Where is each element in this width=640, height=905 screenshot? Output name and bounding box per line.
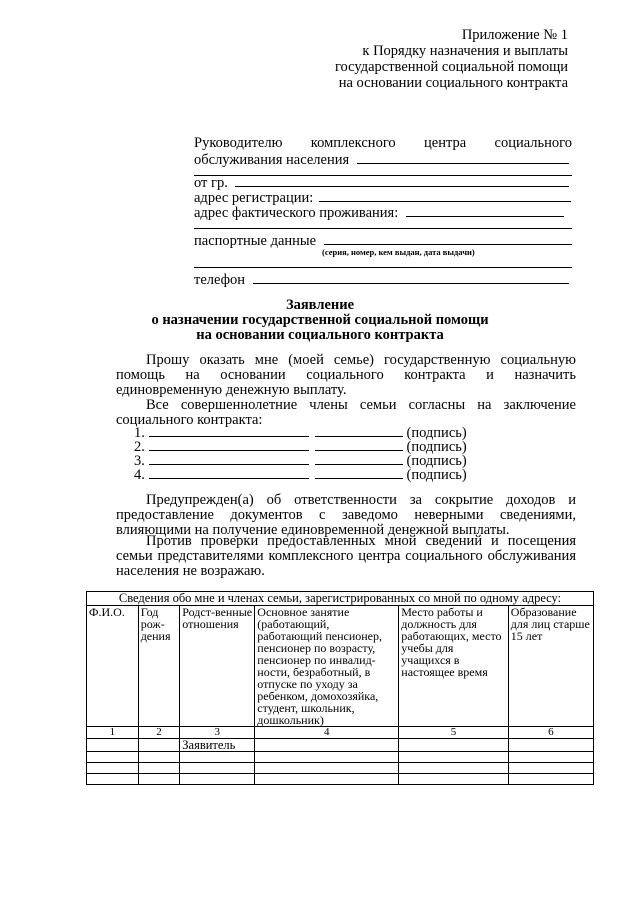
table-cell[interactable] (138, 739, 180, 752)
blank-line[interactable] (194, 228, 572, 229)
table-cell[interactable] (508, 774, 593, 785)
table-row-applicant (87, 739, 594, 752)
addressee-line-1 (194, 136, 572, 151)
table-cell[interactable] (255, 752, 399, 763)
column-number: 4 (255, 727, 399, 739)
signature-number: 2. (134, 439, 145, 455)
table-header-row (87, 606, 594, 727)
actual-address-label: адрес фактического проживания: (194, 205, 399, 221)
request-paragraph (116, 353, 576, 398)
consent-paragraph (116, 398, 576, 428)
title-line-3: на основании социального контракта (196, 327, 444, 343)
signature-number: 1. (134, 425, 145, 441)
signature-label: (подпись) (406, 425, 467, 441)
blank-line[interactable] (194, 267, 572, 268)
addressee-org-label: обслуживания населения (194, 152, 350, 168)
from-label: от гр. (194, 175, 228, 191)
passport-label: паспортные данные (194, 233, 317, 249)
warning-paragraph (116, 493, 576, 538)
family-info-table (86, 591, 594, 785)
inspection-text: Против проверки предоставленных мной сведений и посещения семьи представителями комплексного центра социального обслуживания населения не возражаю. (116, 533, 576, 579)
column-header-education: Образование для лиц старше 15 лет (508, 606, 593, 727)
signature-name-field[interactable] (149, 453, 309, 465)
passport-row (194, 232, 574, 247)
addressee-word-2: комплексного (310, 135, 396, 151)
appendix-line-1: Приложение № 1 (461, 27, 568, 43)
registration-field[interactable] (319, 189, 571, 202)
actual-address-row (194, 204, 574, 219)
from-name-field[interactable] (235, 174, 569, 187)
addressee-word-4: социального (494, 135, 572, 151)
signature-name-field[interactable] (149, 467, 309, 479)
phone-field[interactable] (253, 271, 569, 284)
column-number: 2 (138, 727, 180, 739)
table-cell[interactable] (87, 752, 139, 763)
column-number: 6 (508, 727, 593, 739)
applicant-label: Заявитель (180, 739, 255, 752)
signature-number: 4. (134, 467, 145, 483)
org-name-field[interactable] (357, 151, 569, 164)
signature-field[interactable] (315, 467, 403, 479)
from-row (194, 174, 574, 189)
column-number: 3 (180, 727, 255, 739)
table-row (87, 752, 594, 763)
signature-number: 3. (134, 453, 145, 469)
table-cell[interactable] (508, 752, 593, 763)
signature-field[interactable] (315, 439, 403, 451)
appendix-line-2: к Порядку назначения и выплаты (362, 43, 568, 59)
table-cell[interactable] (399, 739, 509, 752)
signature-row (134, 425, 467, 439)
column-number-row (87, 727, 594, 739)
table-cell[interactable] (508, 763, 593, 774)
table-cell[interactable] (180, 752, 255, 763)
addressee-word-1: Руководителю (194, 135, 283, 151)
table-cell[interactable] (138, 752, 180, 763)
appendix-line-3: государственной социальной помощи (334, 59, 568, 75)
signature-row (134, 439, 467, 453)
actual-address-field[interactable] (406, 204, 564, 217)
table-cell[interactable] (255, 774, 399, 785)
table-caption: Сведения обо мне и членах семьи, зарегистрированных со мной по одному адресу: (87, 592, 594, 606)
table-cell[interactable] (180, 774, 255, 785)
table-caption-row (87, 592, 594, 606)
signature-name-field[interactable] (149, 439, 309, 451)
addressee-block (194, 136, 574, 286)
table-row (87, 774, 594, 785)
registration-row (194, 189, 574, 204)
passport-hint: (серия, номер, кем выдан, дата выдачи) (322, 247, 475, 257)
column-number: 1 (87, 727, 139, 739)
table-cell[interactable] (87, 763, 139, 774)
request-text: Прошу оказать мне (моей семье) государственную социальную помощь на основании социального контракта и назначить единовременную денежную выплату. (116, 352, 576, 398)
table-cell[interactable] (138, 774, 180, 785)
table-cell[interactable] (399, 763, 509, 774)
title-line-1: Заявление (285, 297, 355, 313)
table-cell[interactable] (399, 752, 509, 763)
title-line-2: о назначении государственной социальной помощи (151, 312, 489, 328)
column-header-occupation: Основное занятие (работающий, работающий пенсионер, пенсионер по возрасту, пенсионер по инвалид-ности, безработный, в отпуске по уходу за ребенком, домохозяйка, студент, школьник, дошкольник) (255, 606, 399, 727)
table-cell[interactable] (87, 739, 139, 752)
signature-field[interactable] (315, 425, 403, 437)
appendix-line-4: на основании социального контракта (338, 75, 568, 91)
appendix-header (308, 27, 568, 91)
signature-name-field[interactable] (149, 425, 309, 437)
registration-label: адрес регистрации: (194, 190, 314, 206)
table-cell[interactable] (138, 763, 180, 774)
addressee-line-2 (194, 151, 574, 166)
phone-row (194, 271, 574, 286)
signature-label: (подпись) (406, 453, 467, 469)
column-header-name: Ф.И.О. (87, 606, 139, 727)
table-cell[interactable] (255, 739, 399, 752)
table-cell[interactable] (255, 763, 399, 774)
signature-label: (подпись) (406, 439, 467, 455)
table-cell[interactable] (399, 774, 509, 785)
column-header-relationship: Родст-венные отношения (180, 606, 255, 727)
table-cell[interactable] (180, 763, 255, 774)
column-header-birth-year: Год рож-дения (138, 606, 180, 727)
document-title (0, 298, 640, 343)
phone-label: телефон (194, 272, 246, 288)
table-row (87, 763, 594, 774)
column-number: 5 (399, 727, 509, 739)
addressee-word-3: центра (424, 135, 467, 151)
table-cell[interactable] (87, 774, 139, 785)
warning-text: Предупрежден(а) об ответственности за сокрытие доходов и предоставление документов с заведомо неверными сведениями, влияющими на получение единовременной денежной выплаты. (116, 492, 576, 538)
inspection-paragraph (116, 534, 576, 579)
table-cell[interactable] (508, 739, 593, 752)
signature-row (134, 467, 467, 481)
signature-label: (подпись) (406, 467, 467, 483)
signature-row (134, 453, 467, 467)
passport-field[interactable] (324, 232, 572, 245)
signature-field[interactable] (315, 453, 403, 465)
consent-text: Все совершеннолетние члены семьи согласны на заключение социального контракта: (116, 397, 576, 428)
column-header-workplace: Место работы и должность для работающих, место учебы для учащихся в настоящее время (399, 606, 509, 727)
